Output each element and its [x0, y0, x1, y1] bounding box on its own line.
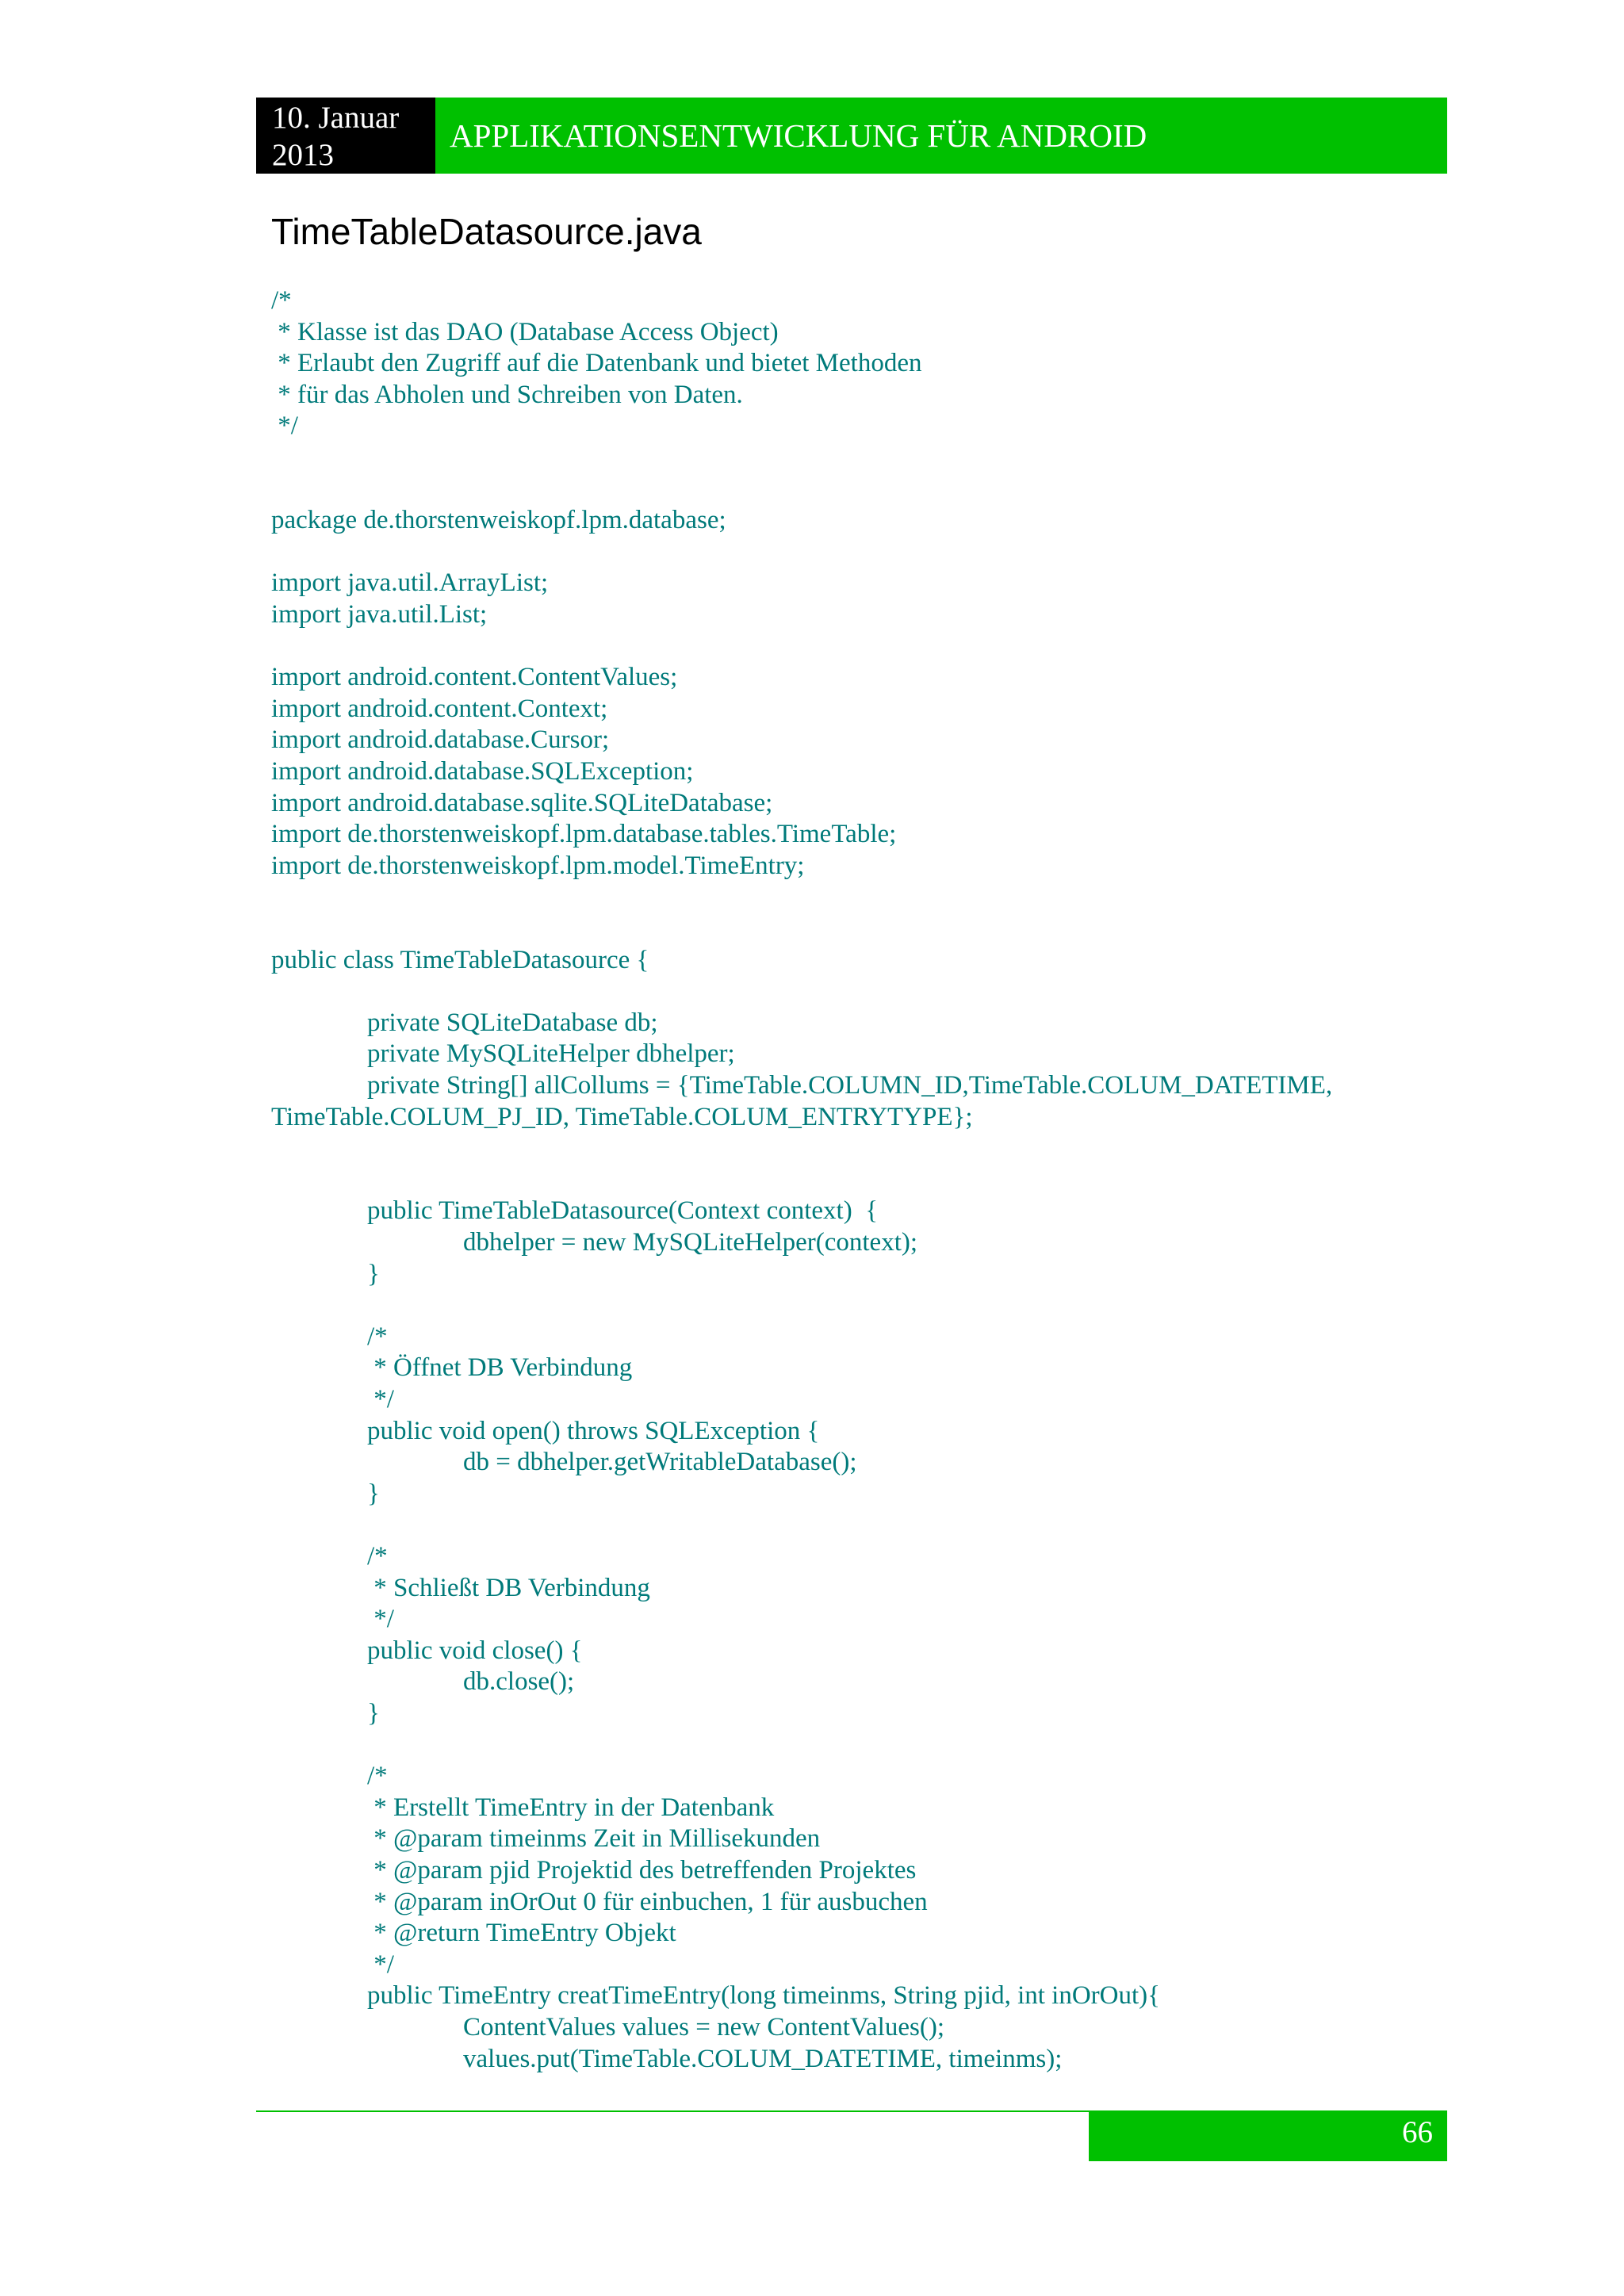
page-header	[256, 98, 1447, 174]
code-line: dbhelper = new MySQLiteHelper(context);	[463, 1228, 918, 1257]
code-line: /*	[367, 1542, 388, 1571]
footer-page-box	[1089, 2110, 1447, 2161]
code-line: import android.content.ContentValues;	[271, 663, 678, 692]
code-line: private SQLiteDatabase db;	[367, 1008, 658, 1037]
code-line: * Öffnet DB Verbindung	[367, 1353, 633, 1383]
code-line: private String[] allCollums = {TimeTable.COLUMN_ID,TimeTable.COLUM_DATETIME,	[367, 1071, 1333, 1100]
code-line: * Schließt DB Verbindung	[367, 1573, 650, 1602]
code-line: */	[367, 1950, 394, 1979]
code-line: package de.thorstenweiskopf.lpm.database;	[271, 506, 726, 535]
code-line: */	[271, 411, 298, 441]
code-line: import java.util.ArrayList;	[271, 568, 549, 598]
code-line: /*	[367, 1322, 388, 1351]
code-line: * @return TimeEntry Objekt	[367, 1919, 676, 1948]
code-line: db = dbhelper.getWritableDatabase();	[463, 1448, 857, 1477]
code-line: values.put(TimeTable.COLUM_DATETIME, timeinms);	[463, 2044, 1063, 2073]
code-line: import de.thorstenweiskopf.lpm.database.tables.TimeTable;	[271, 820, 897, 849]
code-line: */	[367, 1385, 394, 1414]
header-date-line2: 2013	[272, 138, 334, 172]
code-line: * für das Abholen und Schreiben von Daten.	[271, 380, 743, 409]
header-title: APPLIKATIONSENTWICKLUNG FÜR ANDROID	[435, 98, 1447, 174]
code-line: import android.database.SQLException;	[271, 757, 694, 786]
code-line: /*	[271, 286, 292, 315]
code-line: import java.util.List;	[271, 600, 488, 629]
code-line: */	[367, 1605, 394, 1634]
code-line: }	[367, 1699, 380, 1728]
code-line: /*	[367, 1762, 388, 1791]
code-line: ContentValues values = new ContentValues();	[463, 2013, 944, 2042]
file-title: TimeTableDatasource.java	[271, 211, 702, 252]
code-line: * @param inOrOut 0 für einbuchen, 1 für ausbuchen	[367, 1887, 928, 1916]
code-line: import de.thorstenweiskopf.lpm.model.TimeEntry;	[271, 851, 805, 880]
code-line: import android.database.sqlite.SQLiteDatabase;	[271, 788, 773, 817]
code-line: public TimeTableDatasource(Context context) {	[367, 1196, 879, 1226]
code-line: TimeTable.COLUM_PJ_ID, TimeTable.COLUM_ENTRYTYPE};	[271, 1102, 973, 1131]
code-line: public void open() throws SQLException {	[367, 1416, 820, 1445]
code-line: * Erstellt TimeEntry in der Datenbank	[367, 1793, 775, 1822]
code-line: * @param pjid Projektid des betreffenden Projektes	[367, 1856, 917, 1885]
code-line: private MySQLiteHelper dbhelper;	[367, 1039, 735, 1069]
code-line: public class TimeTableDatasource {	[271, 945, 649, 974]
code-line: db.close();	[463, 1667, 575, 1697]
code-line: * @param timeinms Zeit in Millisekunden	[367, 1824, 821, 1854]
code-line: }	[367, 1479, 380, 1508]
code-line: * Erlaubt den Zugriff auf die Datenbank und bietet Methoden	[271, 349, 922, 378]
page-number: 66	[1402, 2115, 1433, 2149]
code-line: public TimeEntry creatTimeEntry(long timeinms, String pjid, int inOrOut){	[367, 1981, 1160, 2011]
code-line: import android.database.Cursor;	[271, 725, 610, 755]
code-line: * Klasse ist das DAO (Database Access Object)	[271, 317, 779, 346]
code-line: public void close() {	[367, 1636, 583, 1665]
header-date-line1: 10. Januar	[272, 101, 400, 135]
code-line: import android.content.Context;	[271, 694, 608, 723]
header-date	[256, 98, 435, 174]
code-line: }	[367, 1259, 380, 1288]
